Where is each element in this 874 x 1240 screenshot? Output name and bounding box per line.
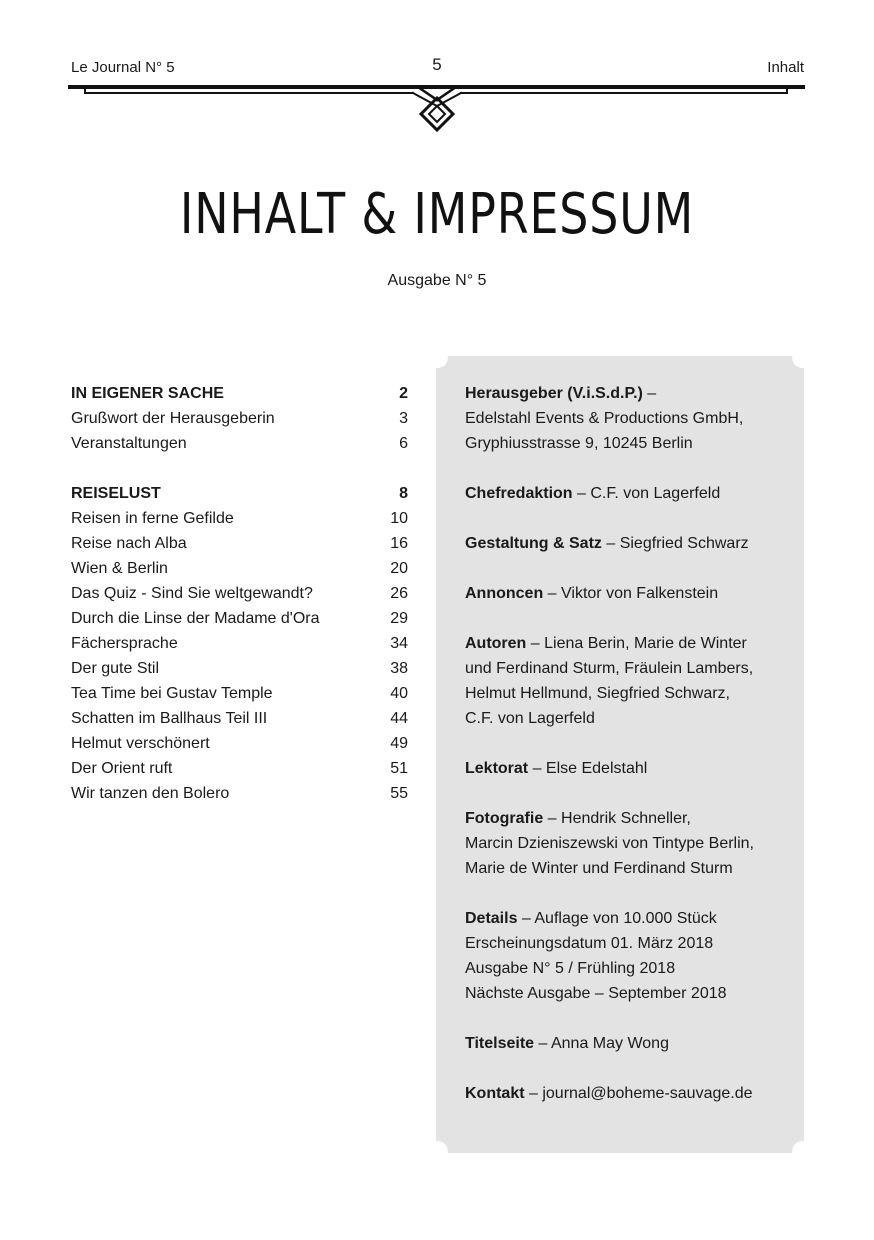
header-ornament: [0, 78, 874, 138]
impressum-label: Titelseite: [465, 1035, 535, 1052]
impressum-line: [465, 756, 785, 781]
impressum-value: – Hendrik Schneller,: [543, 810, 691, 827]
toc-entry-title: Schatten im Ballhaus Teil III: [71, 710, 268, 727]
toc-entry-page: 16: [390, 535, 408, 552]
impressum-line: [465, 481, 785, 506]
contact-email: – journal@boheme-sauvage.de: [524, 1085, 753, 1102]
impressum-publisher: [465, 381, 785, 456]
toc-entry-page: 34: [390, 635, 408, 652]
toc-entry: [71, 681, 408, 706]
running-header-journal: Le Journal N° 5: [71, 59, 175, 76]
impressum-value: –: [642, 385, 657, 402]
impressum-line: Nächste Ausgabe – September 2018: [465, 985, 727, 1002]
impressum-label: Gestaltung & Satz: [465, 535, 602, 552]
impressum-label: Herausgeber (V.i.S.d.P.): [465, 385, 643, 402]
impressum-editor-in-chief: [465, 481, 785, 506]
toc-section: [71, 381, 408, 456]
impressum-label: Autoren: [465, 635, 527, 652]
impressum-value: – Auflage von 10.000 Stück: [517, 910, 717, 927]
toc-entry-page: 20: [390, 560, 408, 577]
impressum-label: Annoncen: [465, 585, 544, 602]
toc-entry-title: Fächersprache: [71, 635, 178, 652]
impressum-label: Chefredaktion: [465, 485, 573, 502]
impressum-line: C.F. von Lagerfeld: [465, 710, 595, 727]
toc-entry: [71, 781, 408, 806]
impressum-photography: [465, 806, 785, 881]
toc-heading-title: REISELUST: [71, 485, 161, 502]
toc-entry-title: Helmut verschönert: [71, 735, 210, 752]
impressum-line: Gryphiusstrasse 9, 10245 Berlin: [465, 435, 693, 452]
toc-section: [71, 481, 408, 806]
impressum-line: [465, 1081, 785, 1106]
toc-entry: [71, 756, 408, 781]
impressum-label: Details: [465, 910, 518, 927]
toc-entry-title: Wien & Berlin: [71, 560, 168, 577]
toc-entry-page: 40: [390, 685, 408, 702]
impressum-line: Marie de Winter und Ferdinand Sturm: [465, 860, 733, 877]
toc-entry-page: 38: [390, 660, 408, 677]
toc-heading-page: 8: [399, 485, 408, 502]
toc-entry-page: 44: [390, 710, 408, 727]
toc-entry-page: 29: [390, 610, 408, 627]
toc-entry-title: Grußwort der Herausgeberin: [71, 410, 275, 427]
impressum-line: Edelstahl Events & Productions GmbH,: [465, 410, 744, 427]
toc-entry: [71, 631, 408, 656]
toc-entry-page: 55: [390, 785, 408, 802]
page-number: 5: [432, 55, 442, 74]
impressum-value: – Viktor von Falkenstein: [543, 585, 719, 602]
toc-entry-title: Reise nach Alba: [71, 535, 187, 552]
table-of-contents: [71, 381, 408, 831]
impressum-contact: [465, 1081, 785, 1106]
running-header-section: Inhalt: [767, 59, 804, 76]
impressum-line: Erscheinungsdatum 01. März 2018: [465, 935, 714, 952]
toc-entry: [71, 581, 408, 606]
impressum-label: Kontakt: [465, 1085, 525, 1102]
impressum-line: [465, 906, 785, 931]
toc-entry-title: Der gute Stil: [71, 660, 160, 677]
impressum-line: [465, 531, 785, 556]
impressum-cover: [465, 1031, 785, 1056]
impressum-line: [465, 1031, 785, 1056]
impressum-line: [465, 631, 785, 656]
toc-entry: [71, 656, 408, 681]
toc-entry-page: 51: [390, 760, 408, 777]
impressum-line: [465, 581, 785, 606]
toc-entry: [71, 406, 408, 431]
toc-entry-title: Das Quiz - Sind Sie weltgewandt?: [71, 585, 313, 602]
toc-heading-title: IN EIGENER SACHE: [71, 385, 224, 402]
toc-entry: [71, 531, 408, 556]
impressum-line: Marcin Dzieniszewski von Tintype Berlin,: [465, 835, 754, 852]
impressum-authors: [465, 631, 785, 731]
toc-entry-title: Der Orient ruft: [71, 760, 173, 777]
impressum-value: – C.F. von Lagerfeld: [572, 485, 721, 502]
page-title: INHALT & IMPRESSUM: [179, 182, 695, 247]
impressum-details: [465, 906, 785, 1006]
toc-entry-page: 49: [390, 735, 408, 752]
toc-entry-title: Reisen in ferne Gefilde: [71, 510, 234, 527]
impressum-label: Fotografie: [465, 810, 544, 827]
impressum-line: und Ferdinand Sturm, Fräulein Lambers,: [465, 660, 754, 677]
impressum-ads: [465, 581, 785, 606]
toc-entry-title: Durch die Linse der Madame d'Ora: [71, 610, 320, 627]
toc-entry-page: 26: [390, 585, 408, 602]
toc-section-heading: [71, 381, 408, 406]
impressum-label: Lektorat: [465, 760, 529, 777]
toc-entry: [71, 706, 408, 731]
toc-entry: [71, 731, 408, 756]
impressum-value: – Else Edelstahl: [528, 760, 648, 777]
impressum-line: Ausgabe N° 5 / Frühling 2018: [465, 960, 676, 977]
toc-entry-title: Tea Time bei Gustav Temple: [71, 685, 273, 702]
impressum-line: Helmut Hellmund, Siegfried Schwarz,: [465, 685, 730, 702]
impressum-value: – Siegfried Schwarz: [601, 535, 749, 552]
impressum-proofreading: [465, 756, 785, 781]
toc-entry: [71, 606, 408, 631]
issue-subtitle: Ausgabe N° 5: [387, 272, 487, 289]
toc-section-heading: [71, 481, 408, 506]
toc-entry-page: 3: [399, 410, 408, 427]
toc-entry: [71, 556, 408, 581]
toc-entry-page: 6: [399, 435, 408, 452]
impressum-value: – Anna May Wong: [534, 1035, 669, 1052]
impressum-line: [465, 381, 785, 406]
toc-entry: [71, 506, 408, 531]
toc-entry: [71, 431, 408, 456]
toc-entry-title: Wir tanzen den Bolero: [71, 785, 230, 802]
toc-entry-page: 10: [390, 510, 408, 527]
impressum-panel: [465, 381, 785, 1131]
impressum-line: [465, 806, 785, 831]
toc-entry-title: Veranstaltungen: [71, 435, 187, 452]
impressum-design: [465, 531, 785, 556]
toc-heading-page: 2: [399, 385, 408, 402]
impressum-value: – Liena Berin, Marie de Winter: [526, 635, 747, 652]
